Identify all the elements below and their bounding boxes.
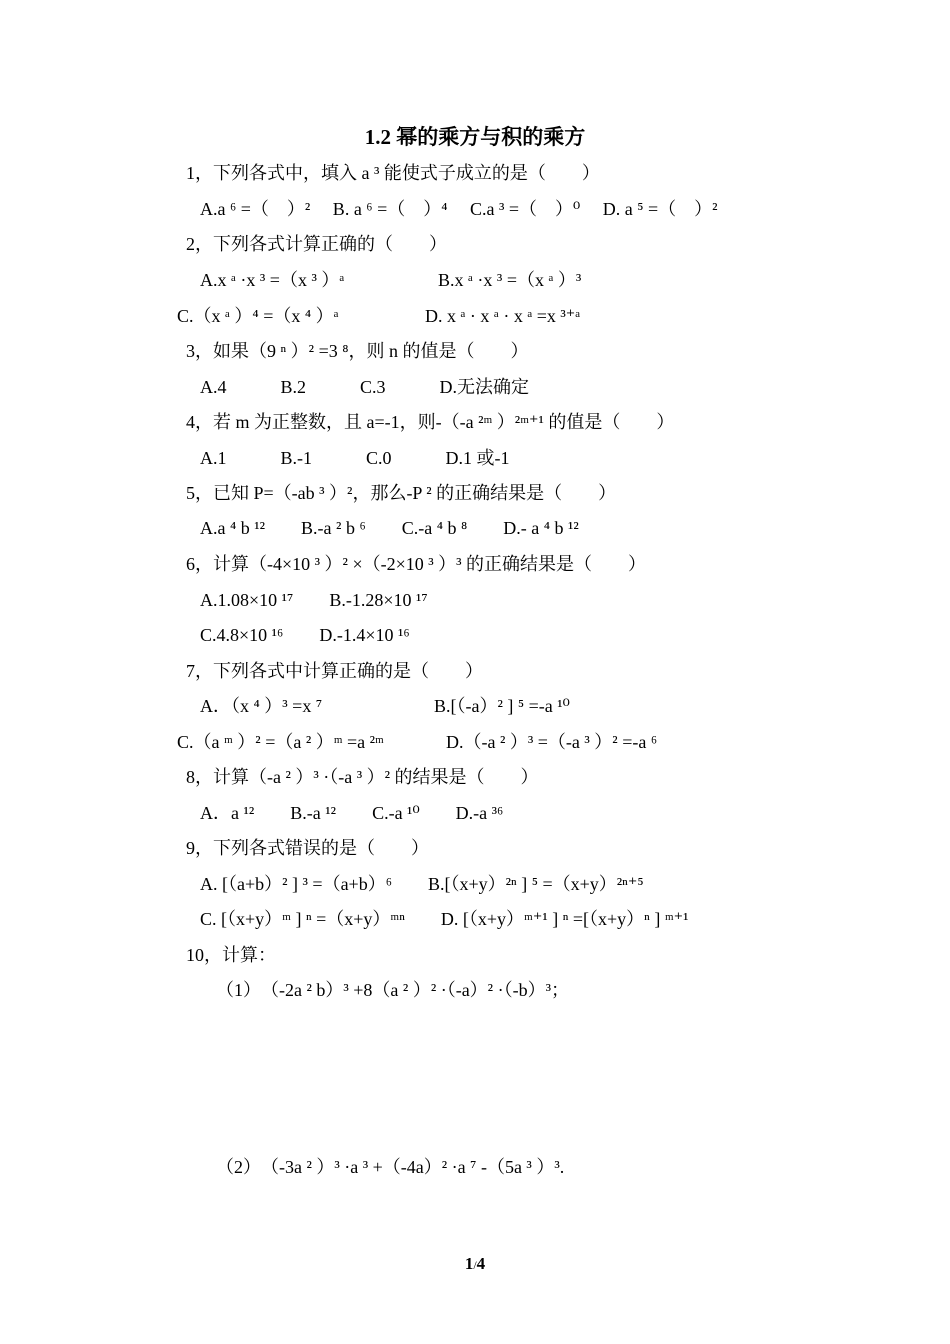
question-7-option-a: A．（x ⁴ ）³ =x ⁷ [200,696,323,716]
page-separator: / [473,1258,477,1272]
question-2-option-a: A.x ᵃ ·x ³ =（x ³ ）ᵃ [200,270,345,290]
question-3: 3，如果（9 ⁿ ）² =3 ⁸，则 n 的值是（ ） [186,341,529,361]
total-pages: 4 [476,1254,486,1273]
question-2-option-b: B.x ᵃ ·x ³ =（x ᵃ ）³ [438,270,582,290]
question-7: 7，下列各式中计算正确的是（ ） [186,661,483,681]
question-10-part-2: （2） （-3a ² ）³ ·a ³ +（-4a）² ·a ⁷ -（5a ³ ）³. [216,1157,565,1177]
question-10: 10，计算： [186,945,276,965]
question-5-options: A.a ⁴ b ¹² B.-a ² b ⁶ C.-a ⁴ b ⁸ D.- a ⁴ b ¹² [200,518,579,538]
question-2-option-c: C.（x ᵃ ）⁴ =（x ⁴ ）ᵃ [177,306,339,326]
question-6-options-ab: A.1.08×10 ¹⁷ B.-1.28×10 ¹⁷ [200,590,428,610]
question-9-options-ab: A. [（a+b）² ] ³ =（a+b）⁶ B.[（x+y）²ⁿ ] ⁵ =（x+y）²ⁿ⁺⁵ [200,874,644,894]
question-3-options: A.4 B.2 C.3 D.无法确定 [200,377,530,397]
page-number [0,1254,950,1275]
question-7-option-c: C.（a ᵐ ）² =（a ² ）ᵐ =a ²ᵐ [177,732,384,752]
question-1: 1，下列各式中，填入 a ³ 能使式子成立的是（ ） [186,163,600,183]
question-9: 9，下列各式错误的是（ ） [186,838,429,858]
current-page: 1 [464,1254,474,1273]
question-10-part-1: （1） （-2a ² b）³ +8（a ² ）² ·（-a）² ·（-b）³； [216,980,569,1000]
question-2: 2，下列各式计算正确的（ ） [186,234,447,254]
question-6-options-cd: C.4.8×10 ¹⁶ D.-1.4×10 ¹⁶ [200,625,410,645]
question-9-options-cd: C. [（x+y）ᵐ ] ⁿ =（x+y）ᵐⁿ D. [（x+y）ᵐ⁺¹ ] ⁿ =[（x+y）ⁿ ] ᵐ⁺¹ [200,909,689,929]
question-7-option-d: D.（-a ² ）³ =（-a ³ ）² =-a ⁶ [446,732,658,752]
page-title: 1.2 幂的乘方与积的乘方 [364,125,586,149]
question-5: 5，已知 P=（-ab ³ ）²，那么-P ² 的正确结果是（ ） [186,483,617,503]
question-7-option-b: B.[（-a）² ] ⁵ =-a ¹⁰ [434,696,570,716]
question-6: 6，计算（-4×10 ³ ）² ×（-2×10 ³ ）³ 的正确结果是（ ） [186,554,647,574]
question-4-options: A.1 B.-1 C.0 D.1 或-1 [200,448,510,468]
question-2-option-d: D. x ᵃ · x ᵃ · x ᵃ =x ³⁺ᵃ [425,306,581,326]
question-8-options: A．a ¹² B.-a ¹² C.-a ¹⁰ D.-a ³⁶ [200,803,504,823]
question-1-options: A.a ⁶ =（ ）² B. a ⁶ =（ ）⁴ C.a ³ =（ ）⁰ D. a ⁵ =（ ）² [200,199,718,219]
question-8: 8，计算（-a ² ）³ ·（-a ³ ）² 的结果是（ ） [186,767,539,787]
question-4: 4，若 m 为正整数，且 a=-1，则-（-a ²ᵐ ）²ᵐ⁺¹ 的值是（ ） [186,412,675,432]
